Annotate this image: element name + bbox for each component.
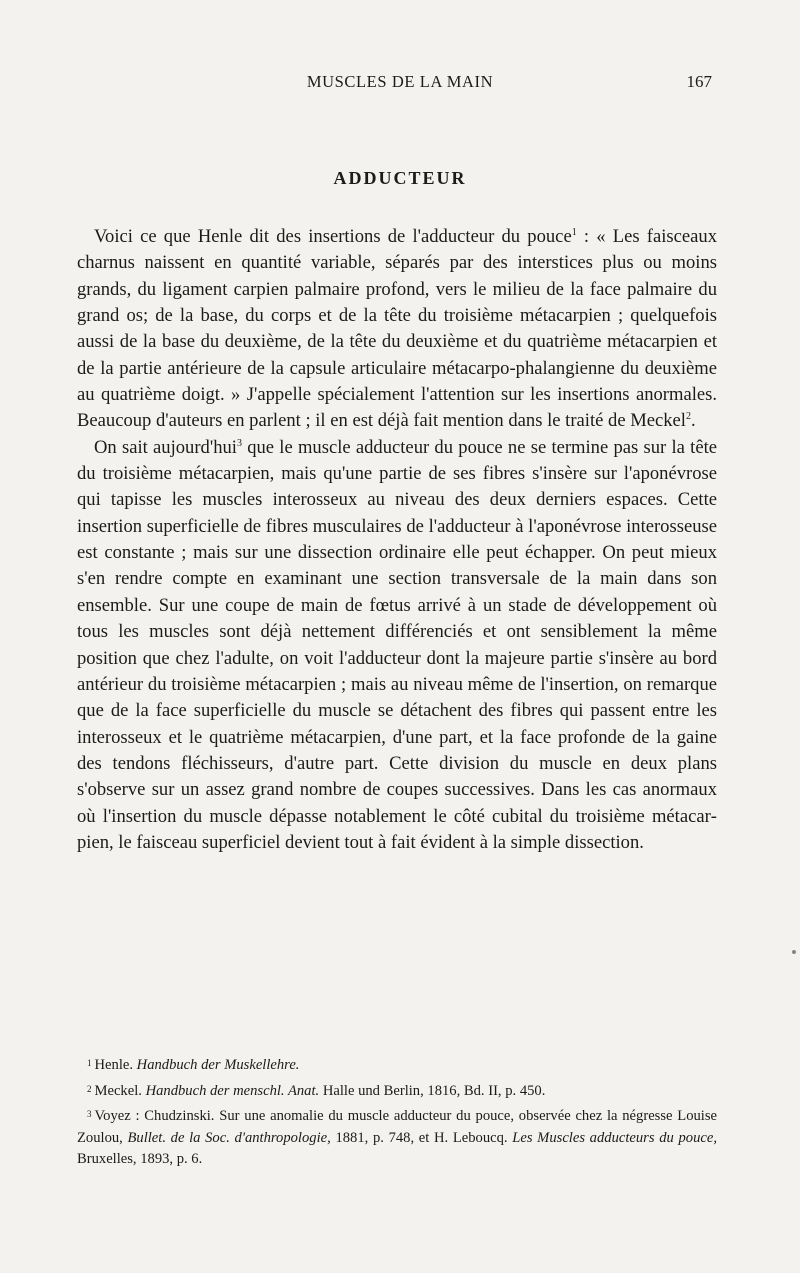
footnotes	[77, 1053, 717, 1171]
text-run: Henle.	[94, 1057, 137, 1073]
footnote-reference: 3	[236, 437, 242, 449]
running-title: MUSCLES DE LA MAIN	[306, 72, 494, 91]
italic-citation: Les Muscles adducteurs du pouce,	[512, 1129, 717, 1146]
italic-citation: Handbuch der Muskellehre.	[136, 1057, 300, 1073]
page-number: 167	[686, 72, 712, 91]
paper-speck	[792, 950, 796, 954]
body-text	[77, 224, 717, 856]
footnote-marker: 3	[87, 1109, 92, 1119]
text-run: .	[690, 410, 696, 432]
footnote-reference: 2	[685, 411, 691, 423]
text-run: Voici ce que Henle dit des insertions de l'adducteur du pouce	[94, 226, 572, 247]
footnote-marker: 2	[87, 1083, 92, 1094]
text-run: On sait aujourd'hui	[94, 436, 237, 458]
paragraph	[77, 224, 717, 435]
text-run: Meckel.	[94, 1082, 146, 1099]
running-head	[0, 70, 800, 94]
paragraph	[77, 435, 717, 857]
text-run: que le muscle adducteur du pouce ne se termine pas sur la tête du troisième métacarpien, mais qu'une partie de ses fibres s'insère sur l'aponévrose qui tapisse les muscles interosseux au niveau des deux derniers espaces. Cette insertion superficielle de fibres musculaires de l'adducteur à l'aponévrose interosseuse est constante ; mais sur une dissection ordinaire elle peut échapper. On peut mieux s'en rendre compte en examinant une section transversale de la main dans son ensemble. Sur une coupe de main de fœtus arrivé à un stade de développement où tous les muscles sont déjà nettement différenciés et ont sensiblement la même position que chez l'adulte, on voit l'adducteur dont la majeure partie s'insère au bord antérieur du troisième métacarpien ; mais au niveau même de l'insertion, on remarque que de la face superficielle du muscle se détachent des fibres qui passent entre les interosseux et le quatrième métacarpien, d'une part, et la face profonde de la gaine des tendons fléchisseurs, d'autre part. Cette division du muscle en deux plans s'observe sur un assez grand nombre de coupes successives. Dans les cas anormaux où l'insertion du muscle dépasse notablement le côté cubital du troisième métacarpien, le faisceau superficiel devient tout à fait évident à la simple dissection.	[77, 436, 717, 853]
text-run: Halle und Berlin, 1816, Bd. II, p. 450.	[319, 1082, 546, 1099]
text-run: 1881, p. 748, et H. Leboucq.	[330, 1129, 513, 1146]
text-run: Voyez : Chudzinski. Sur une anomalie du muscle adducteur du pouce, observée chez la négresse Louise Zoulou,	[77, 1108, 717, 1146]
footnote-marker: 1	[87, 1058, 92, 1068]
footnote-reference: 1	[571, 227, 577, 238]
footnote	[77, 1053, 717, 1077]
text-run: : « Les faisceaux charnus naissent en quantité variable, séparés par des interstices plus ou moins grands, du ligament carpien palmaire profond, vers le milieu de la face palmaire du grand os; de la base, du corps et de la tête du troisième métacarpien ; quelquefois aussi de la base du deuxième, de la tête du deuxième et du quatrième métacarpien et de la partie antérieure de la capsule articulaire métacarpo-phalangienne du deuxième au quatrième doigt. » J'appelle spécialement l'attention sur les insertions anormales. Beaucoup d'auteurs en parlent ; il en est déjà fait mention dans le traité de Meckel	[77, 226, 717, 432]
footnote	[77, 1079, 717, 1103]
section-title: ADDUCTEUR	[333, 168, 467, 188]
italic-citation: Handbuch der menschl. Anat.	[145, 1082, 320, 1099]
text-run: Bruxelles, 1893, p. 6.	[77, 1151, 203, 1167]
italic-citation: Bullet. de la Soc. d'anthropologie,	[127, 1129, 331, 1146]
footnote	[77, 1104, 717, 1171]
